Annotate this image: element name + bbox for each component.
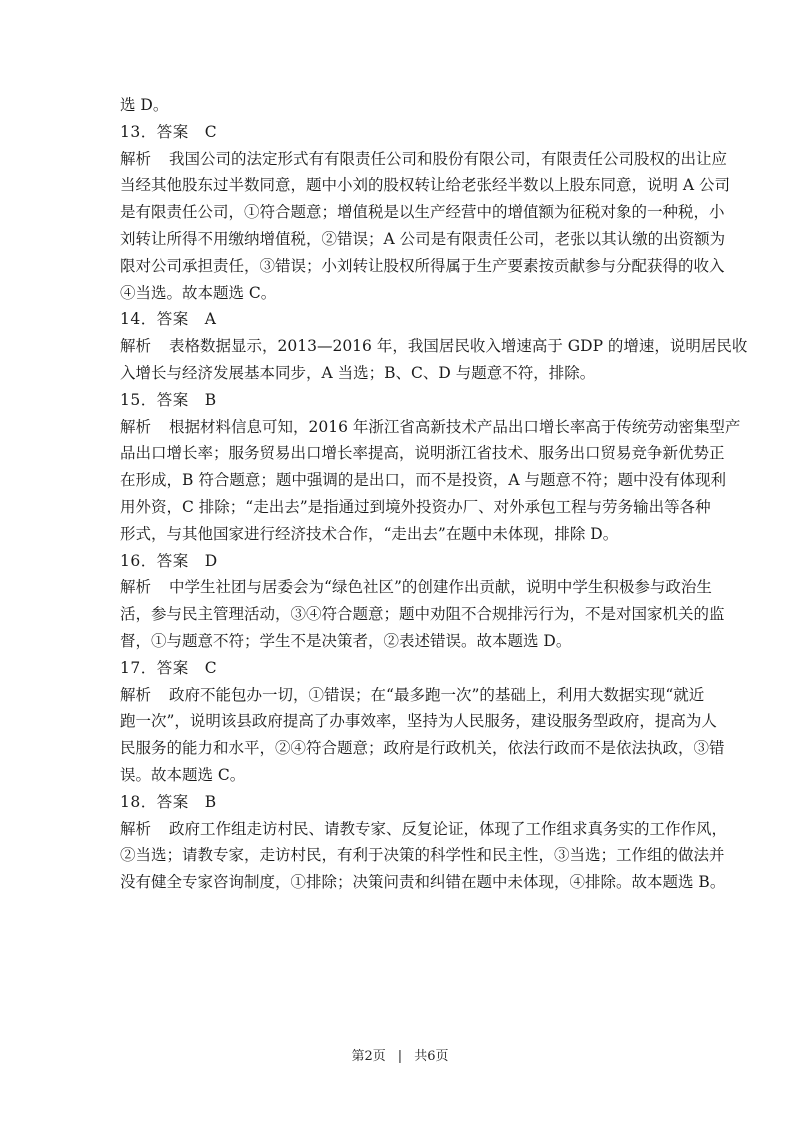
text-line: 选 D。	[120, 96, 169, 114]
text-line: ④当选。故本题选 C。	[120, 283, 277, 302]
answer-value: C	[204, 658, 217, 677]
answer-line-15	[120, 387, 682, 414]
answer-value: A	[204, 310, 216, 329]
analysis-line	[120, 146, 728, 173]
analysis-line	[120, 414, 741, 441]
footer-separator: |	[397, 1049, 403, 1064]
answer-label: 18．答案	[120, 792, 189, 811]
text-line: 督，①与题意不符；学生不是决策者，②表述错误。故本题选 D。	[120, 631, 572, 650]
answer-line-17	[120, 655, 682, 682]
analysis-label: 解析	[120, 417, 152, 436]
analysis-text: 政府不能包办一切，①错误；在“最多跑一次”的基础上，利用大数据实现“就近	[169, 685, 705, 704]
text-line: 当经其他股东过半数同意，题中小刘的股权转让给老张经半数以上股东同意，说明 A 公司	[120, 176, 731, 195]
answer-label: 14．答案	[120, 310, 189, 329]
answer-line-14	[120, 306, 682, 333]
analysis-label: 解析	[120, 578, 152, 597]
analysis-text: 政府工作组走访村民、请教专家、反复论证，体现了工作组求真务实的工作作风，	[169, 819, 728, 838]
page-total: 共6页	[414, 1049, 449, 1064]
text-line: 民服务的能力和水平，②④符合题意；政府是行政机关，依法行政而不是依法执政，③错	[120, 739, 725, 758]
text-line: 形式，与其他国家进行经济技术合作，“走出去”在题中未体现，排除 D。	[120, 524, 619, 543]
analysis-label: 解析	[120, 685, 152, 704]
text-line: 跑一次”，说明该县政府提高了办事效率，坚持为人民服务，建设服务型政府，提高为人	[120, 712, 717, 731]
page-number: 第2页	[351, 1049, 386, 1064]
analysis-text: 根据材料信息可知，2016 年浙江省高新技术产品出口增长率高于传统劳动密集型产	[169, 417, 741, 436]
text-line: 入增长与经济发展基本同步，A 当选；B、C、D 与题意不符，排除。	[120, 363, 596, 382]
text-line: 用外资，C 排除；“走出去”是指通过到境外投资办厂、对外承包工程与劳务输出等各种	[120, 497, 711, 516]
answer-line-18	[120, 789, 682, 816]
answer-line-16	[120, 548, 682, 575]
answer-value: B	[204, 792, 217, 811]
text-line: 在形成，B 符合题意；题中强调的是出口，而不是投资，A 与题意不符；题中没有体现利	[120, 471, 726, 490]
analysis-text: 我国公司的法定形式有有限责任公司和股份有限公司，有限责任公司股权的出让应	[169, 149, 728, 168]
analysis-label: 解析	[120, 149, 152, 168]
analysis-text: 表格数据显示，2013—2016 年，我国居民收入增速高于 GDP 的增速，说明居民收	[169, 337, 748, 356]
text-line: ②当选；请教专家，走访村民，有利于决策的科学性和民主性，③当选；工作组的做法并	[120, 846, 725, 865]
analysis-line	[120, 682, 705, 709]
analysis-line	[120, 574, 712, 601]
answer-line-13	[120, 119, 682, 146]
text-line: 活，参与民主管理活动，③④符合题意；题中劝阻不合规排污行为，不是对国家机关的监	[120, 605, 725, 624]
answer-label: 17．答案	[120, 658, 189, 677]
analysis-text: 中学生社团与居委会为“绿色社区”的创建作出贡献，说明中学生积极参与政治生	[169, 578, 712, 597]
text-line: 是有限责任公司，①符合题意；增值税是以生产经营中的增值额为征税对象的一种税，小	[120, 203, 725, 222]
answer-value: B	[204, 390, 217, 409]
text-line: 限对公司承担责任，③错误；小刘转让股权所得属于生产要素按贡献参与分配获得的收入	[120, 256, 725, 275]
analysis-label: 解析	[120, 337, 152, 356]
answer-label: 16．答案	[120, 551, 189, 570]
analysis-line	[120, 816, 728, 843]
text-line: 误。故本题选 C。	[120, 765, 246, 784]
analysis-line	[120, 333, 748, 360]
answer-value: D	[204, 551, 218, 570]
page-footer	[0, 1045, 800, 1064]
text-line: 品出口增长率；服务贸易出口增长率提高，说明浙江省技术、服务出口贸易竞争新优势正	[120, 444, 725, 463]
answer-label: 13．答案	[120, 122, 189, 141]
answer-label: 15．答案	[120, 390, 189, 409]
text-line: 刘转让所得不用缴纳增值税，②错误；A 公司是有限责任公司，老张以其认缴的出资额为	[120, 229, 726, 248]
answer-value: C	[204, 122, 217, 141]
analysis-label: 解析	[120, 819, 152, 838]
text-line: 没有健全专家咨询制度，①排除；决策问责和纠错在题中未体现，④排除。故本题选 B。	[120, 873, 726, 892]
document-body	[120, 92, 748, 896]
